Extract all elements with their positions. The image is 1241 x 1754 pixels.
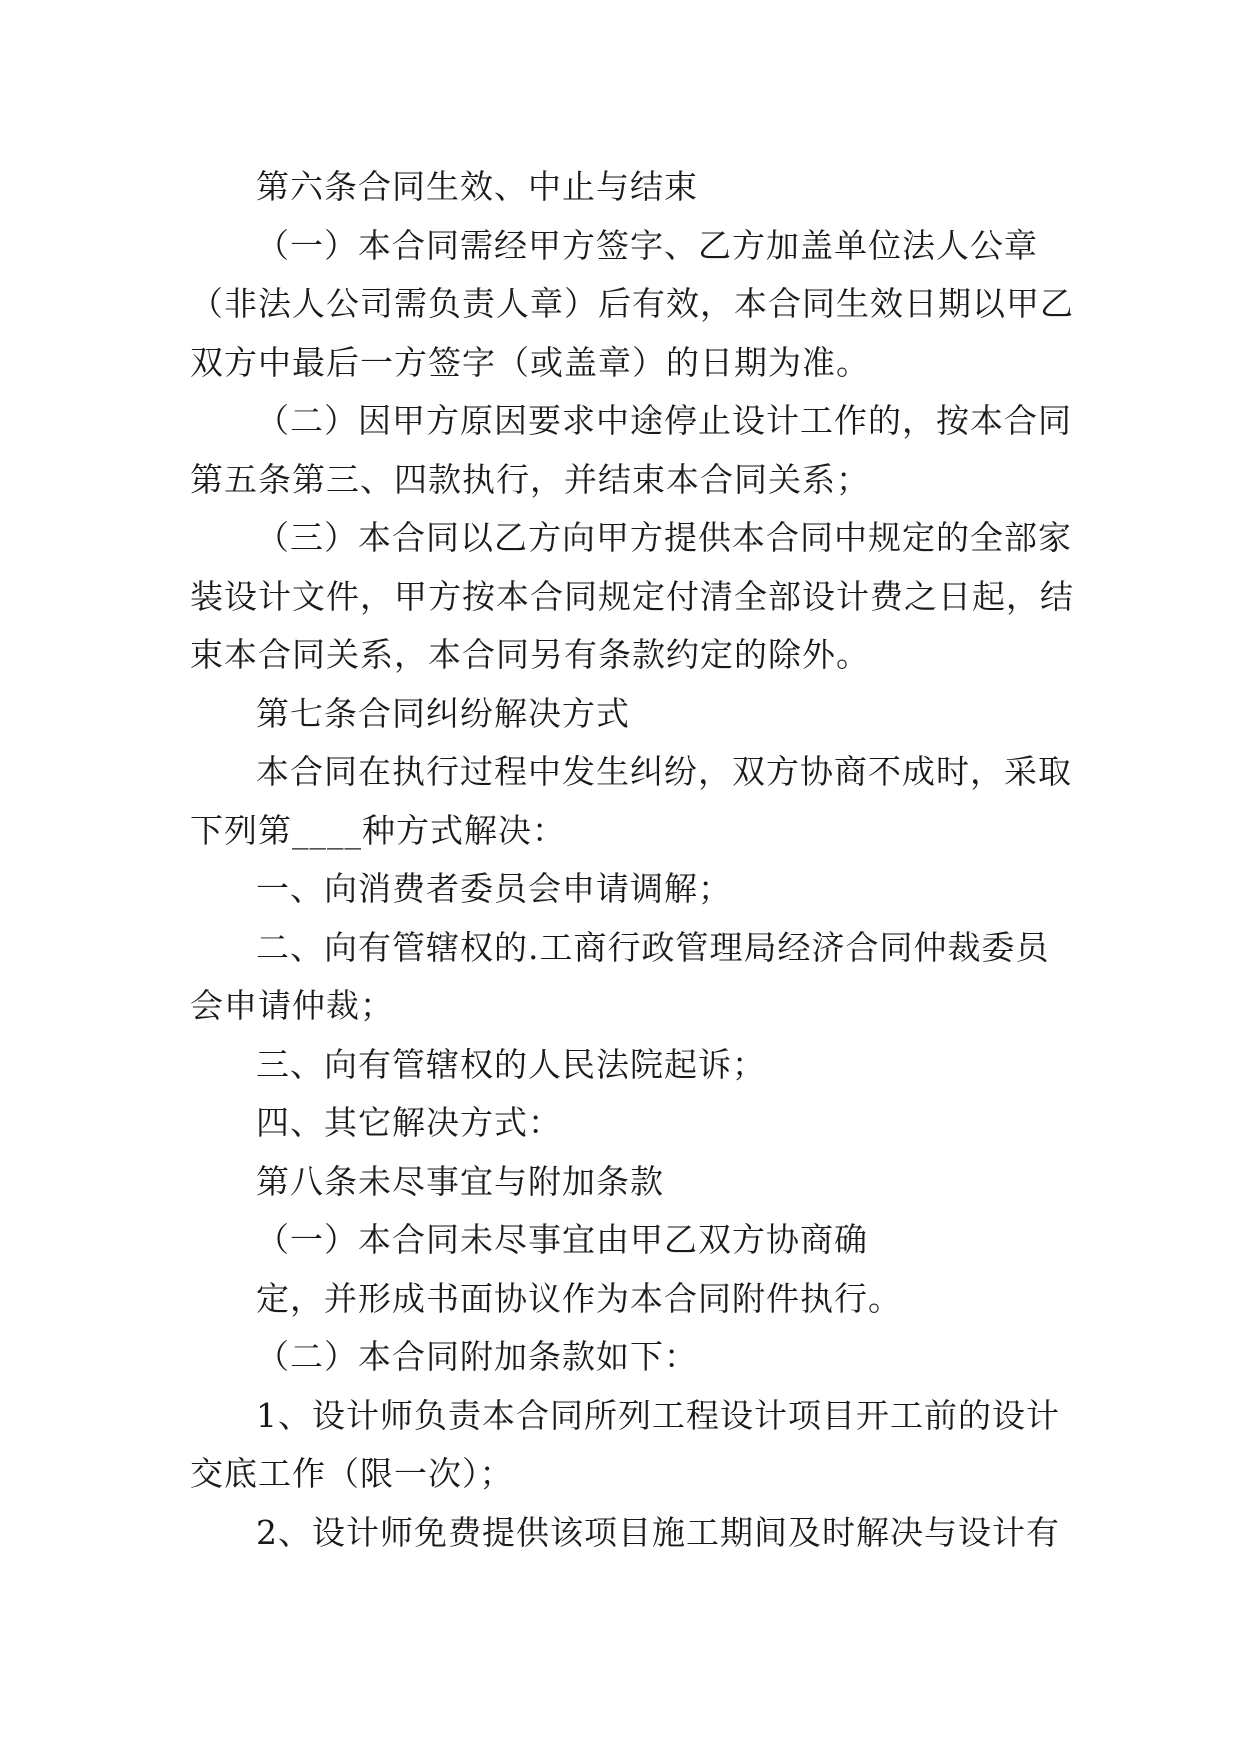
section-heading-article-6: 第六条合同生效、中止与结束 (256, 167, 698, 206)
paragraph-line: 下列第____种方式解决： (190, 810, 566, 850)
list-item-line: 2、设计师免费提供该项目施工期间及时解决与设计有 (256, 1512, 1060, 1552)
paragraph-line: 定，并形成书面协议作为本合同附件执行。 (256, 1278, 902, 1318)
list-item-line: 一、向消费者委员会申请调解； (256, 869, 732, 908)
list-item-line: 会申请仲裁； (190, 986, 394, 1025)
list-item-line: 三、向有管辖权的人民法院起诉； (256, 1044, 766, 1084)
section-heading-article-7: 第七条合同纠纷解决方式 (256, 693, 630, 733)
contract-body (190, 158, 1074, 1562)
section-heading-article-8: 第八条未尽事宜与附加条款 (256, 1161, 664, 1201)
paragraph-line: （一）本合同未尽事宜由甲乙双方协商确 (256, 1220, 868, 1259)
paragraph-line: 本合同在执行过程中发生纠纷，双方协商不成时，采取 (256, 752, 1072, 791)
paragraph-line: （二）本合同附加条款如下： (256, 1337, 698, 1376)
paragraph-line: （非法人公司需负责人章）后有效，本合同生效日期以甲乙 (190, 284, 1074, 323)
paragraph-line: （一）本合同需经甲方签字、乙方加盖单位法人公章 (256, 225, 1038, 265)
paragraph-line: （二）因甲方原因要求中途停止设计工作的，按本合同 (256, 401, 1072, 440)
paragraph-line: （三）本合同以乙方向甲方提供本合同中规定的全部家 (256, 518, 1072, 557)
list-item-line: 二、向有管辖权的.工商行政管理局经济合同仲裁委员 (256, 927, 1050, 967)
list-item-line: 交底工作（限一次）； (190, 1454, 514, 1493)
paragraph-line: 束本合同关系，本合同另有条款约定的除外。 (190, 635, 870, 674)
list-item-line: 1、设计师负责本合同所列工程设计项目开工前的设计 (256, 1395, 1060, 1435)
list-item-line: 四、其它解决方式： (256, 1103, 562, 1142)
paragraph-line: 双方中最后一方签字（或盖章）的日期为准。 (190, 342, 870, 382)
paragraph-line: 第五条第三、四款执行，并结束本合同关系； (190, 459, 870, 499)
paragraph-line: 装设计文件，甲方按本合同规定付清全部设计费之日起，结 (190, 576, 1074, 616)
